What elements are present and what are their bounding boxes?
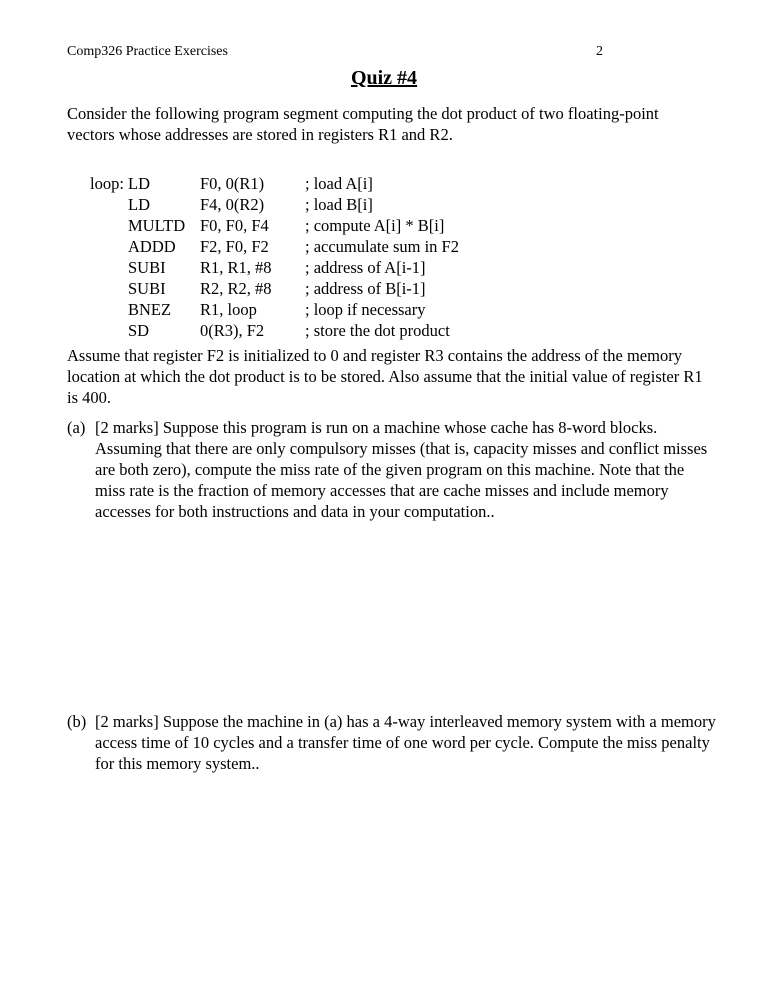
code-comment: ; loop if necessary — [305, 300, 426, 319]
code-operands: R1, loop — [200, 300, 257, 319]
question-part-a — [67, 417, 717, 522]
part-a-text: [2 marks] Suppose this program is run on a machine whose cache has 8-word blocks. Assuming that there are only compulsory misses (that is, capacity misses and conflict misses are both zero), compute the miss rate of the given program on this machine. Note that the miss rate is the fraction of memory accesses that are cache misses and include memory accesses for both instructions and data in your computation.. — [95, 418, 708, 521]
code-opcode: LD — [128, 174, 150, 193]
assumption-paragraph: Assume that register F2 is initialized to 0 and register R3 contains the address of the memory location at which the dot product is to be stored. Also assume that the initial value of register R1 is 400. — [67, 346, 703, 407]
question-part-b — [67, 711, 717, 774]
code-operands: F0, F0, F4 — [200, 216, 269, 235]
code-opcode: SD — [128, 321, 150, 340]
code-operands: F2, F0, F2 — [200, 237, 269, 256]
code-operands: R2, R2, #8 — [200, 279, 272, 298]
code-comment: ; load A[i] — [305, 174, 373, 193]
code-comment: ; compute A[i] * B[i] — [305, 216, 445, 235]
code-comment: ; address of A[i-1] — [305, 258, 426, 277]
code-opcode: SUBI — [128, 258, 166, 277]
code-label: loop: — [90, 174, 124, 193]
code-operands: R1, R1, #8 — [200, 258, 272, 277]
code-comment: ; store the dot product — [305, 321, 450, 340]
course-header: Comp326 Practice Exercises — [67, 44, 228, 59]
code-opcode: SUBI — [128, 279, 166, 298]
code-comment: ; accumulate sum in F2 — [305, 237, 459, 256]
code-opcode: ADDD — [128, 237, 176, 256]
part-b-text: [2 marks] Suppose the machine in (a) has a 4-way interleaved memory system with a memory access time of 10 cycles and a transfer time of one word per cycle. Compute the miss penalty for this memory system.. — [95, 712, 716, 773]
code-opcode: BNEZ — [128, 300, 172, 319]
code-operands: F0, 0(R1) — [200, 174, 265, 193]
page-number: 2 — [596, 44, 603, 59]
code-operands: 0(R3), F2 — [200, 321, 265, 340]
code-operands: F4, 0(R2) — [200, 195, 265, 214]
code-comment: ; load B[i] — [305, 195, 373, 214]
part-a-marker: (a) — [67, 418, 86, 437]
part-b-marker: (b) — [67, 712, 87, 731]
code-comment: ; address of B[i-1] — [305, 279, 426, 298]
code-opcode: LD — [128, 195, 150, 214]
quiz-title: Quiz #4 — [350, 67, 418, 89]
intro-paragraph: Consider the following program segment computing the dot product of two floating-point vectors whose addresses are stored in registers R1 and R2. — [67, 104, 659, 144]
code-opcode: MULTD — [128, 216, 186, 235]
